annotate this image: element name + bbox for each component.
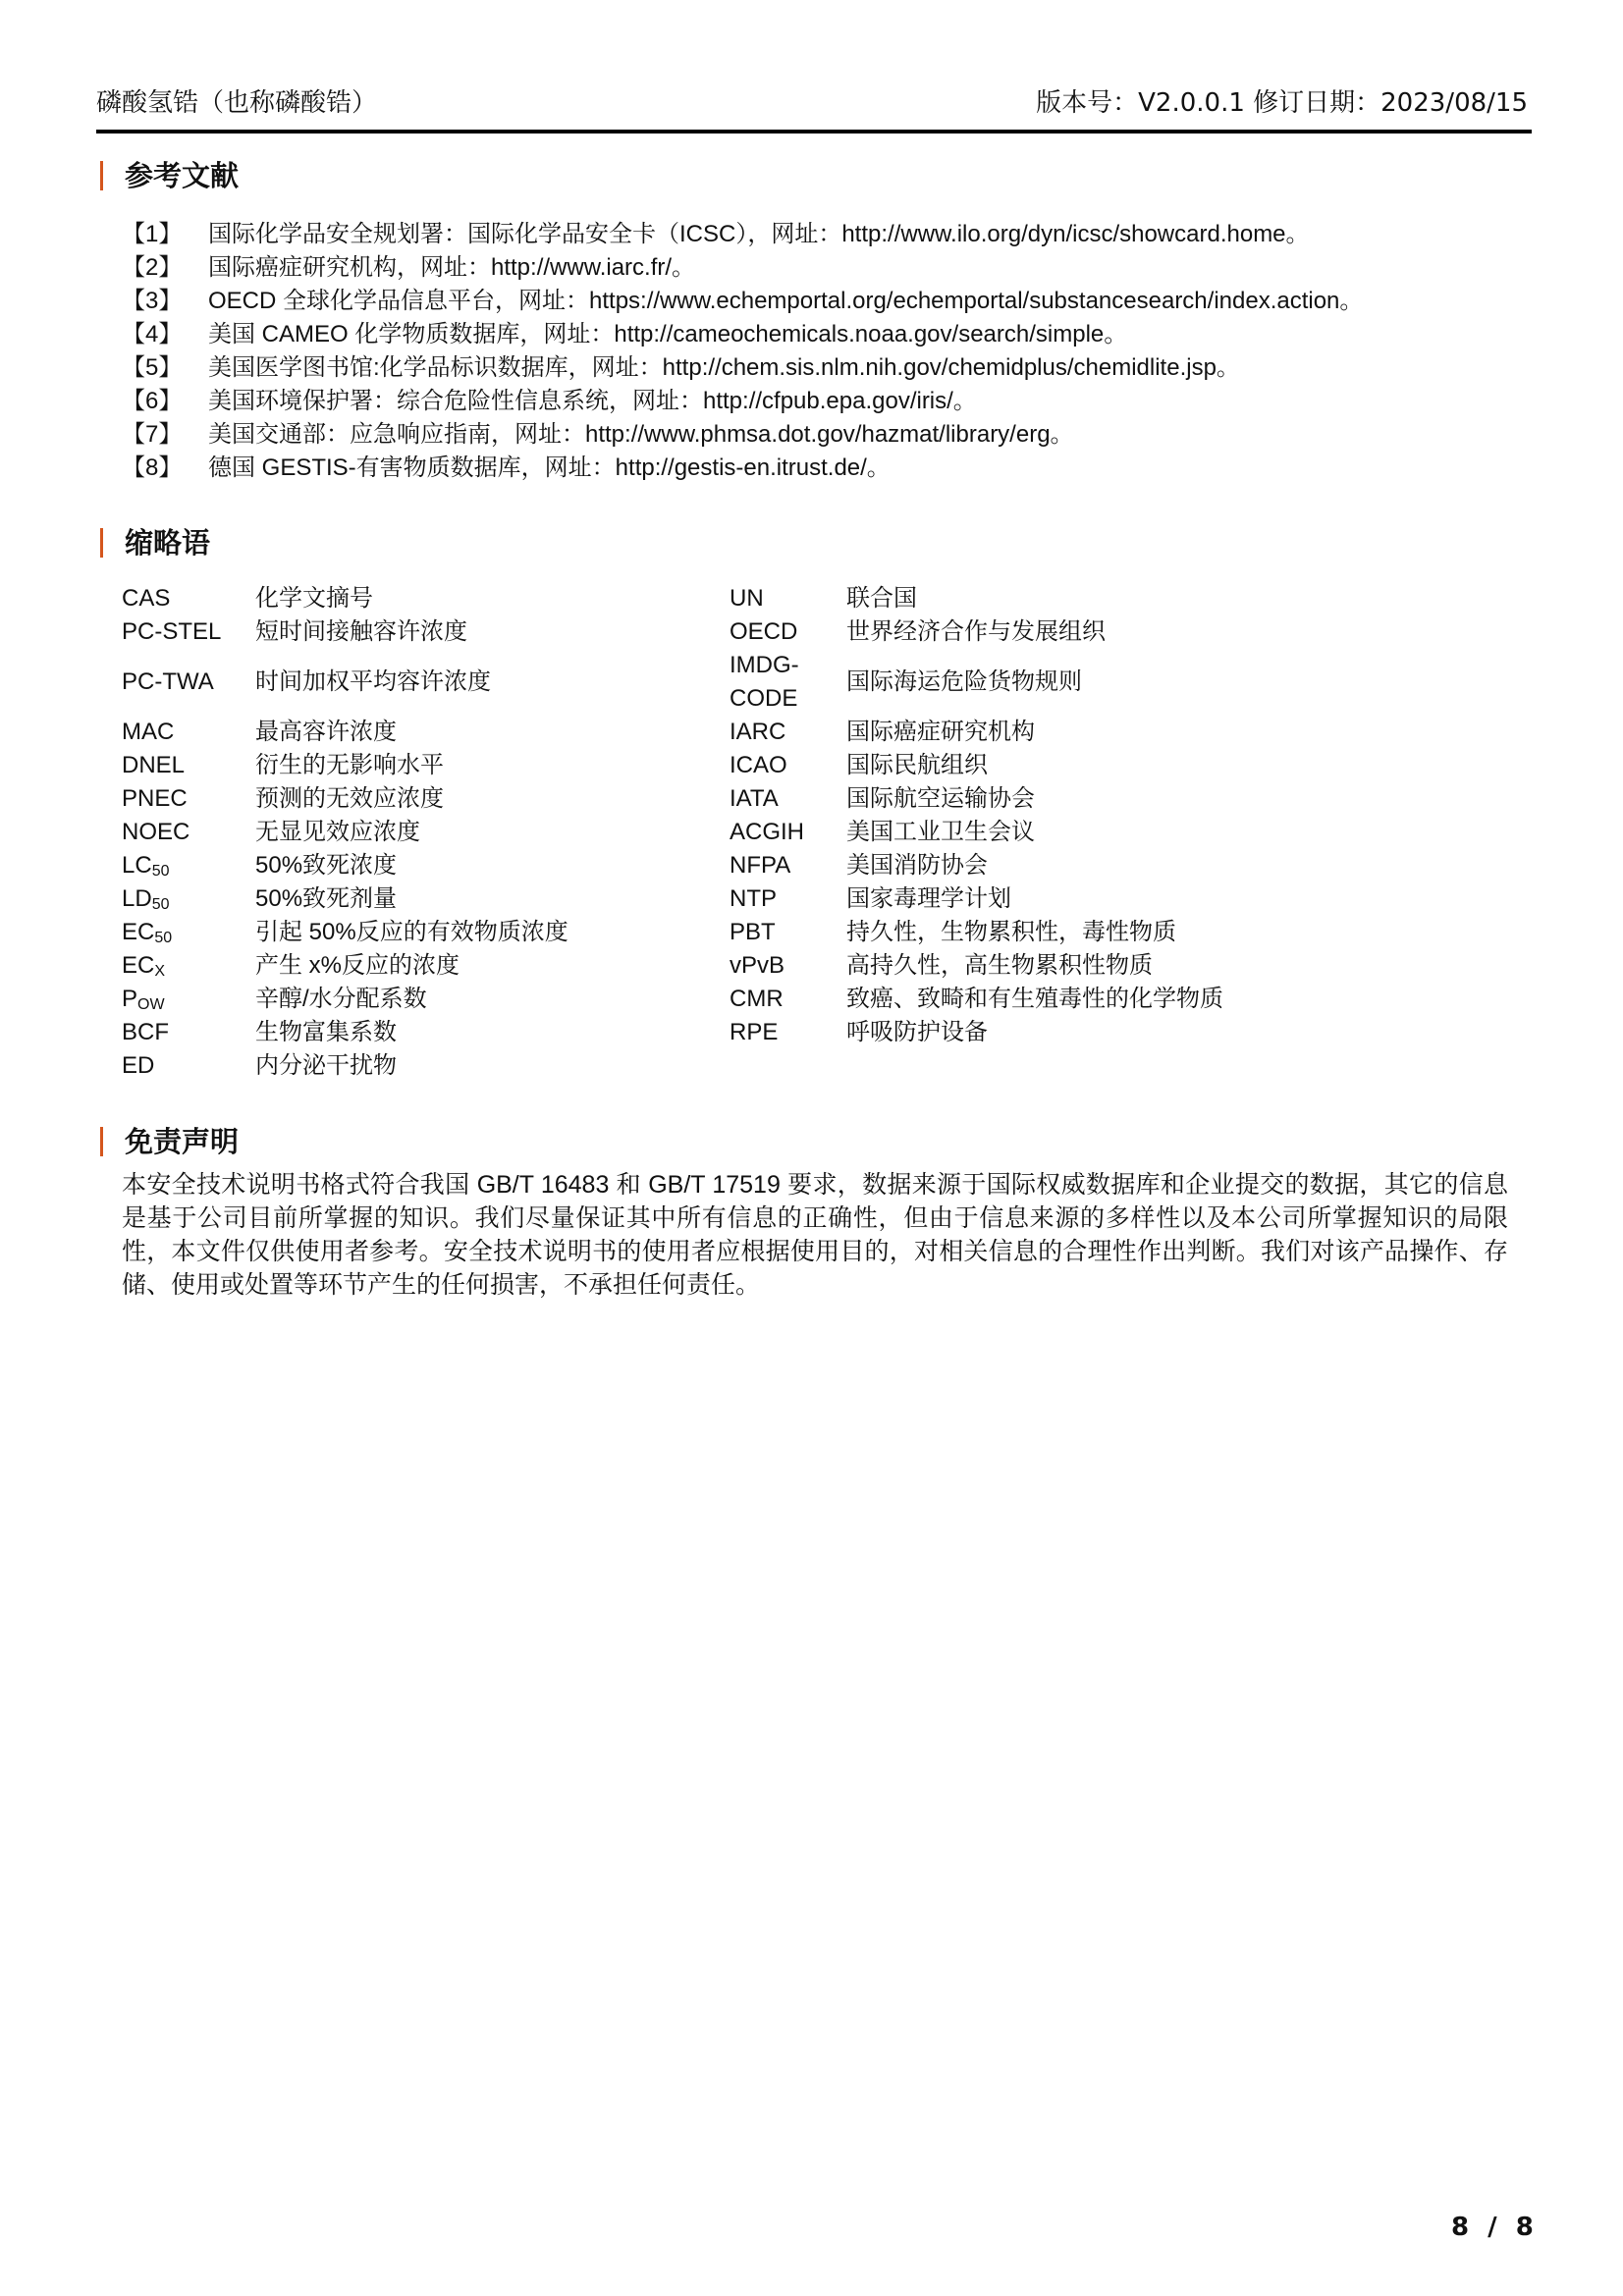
reference-number: 【7】 xyxy=(122,421,183,448)
abbreviation-value: 短时间接触容许浓度 xyxy=(255,618,467,645)
abbreviation-value: 国际海运危险货物规则 xyxy=(846,668,1082,695)
abbreviation-row xyxy=(122,983,568,1016)
abbreviation-row xyxy=(730,749,1223,782)
abbreviation-row xyxy=(122,716,568,749)
abbreviation-row xyxy=(730,849,1223,882)
abbreviation-key: PC-STEL xyxy=(122,618,222,645)
reference-text: 美国 CAMEO 化学物质数据库，网址：http://cameochemicals.noaa.gov/search/simple。 xyxy=(208,321,1128,347)
abbreviation-value: 国际民航组织 xyxy=(846,752,988,778)
document-title: 磷酸氢锆（也称磷酸锆） xyxy=(96,88,378,118)
reference-number: 【6】 xyxy=(122,388,183,414)
abbreviation-row xyxy=(122,582,568,615)
abbreviation-row xyxy=(122,749,568,782)
abbreviations-right-column xyxy=(730,582,1223,1049)
abbreviation-row xyxy=(730,949,1223,983)
abbreviation-value: 呼吸防护设备 xyxy=(846,1019,988,1045)
abbreviation-key: $LC_{50}$ xyxy=(122,852,170,880)
abbreviation-key: ICAO xyxy=(730,752,787,778)
reference-text: 德国 GESTIS-有害物质数据库，网址：http://gestis-en.itrust.de/。 xyxy=(208,454,891,481)
abbreviation-value: 世界经济合作与发展组织 xyxy=(846,618,1106,645)
abbreviation-row xyxy=(730,916,1223,949)
reference-item xyxy=(122,385,1363,418)
abbreviation-value: 高持久性，高生物累积性物质 xyxy=(846,952,1153,979)
abbreviation-key: IMDG-CODE xyxy=(730,652,799,712)
abbreviation-key: RPE xyxy=(730,1019,779,1045)
abbreviation-value: 美国消防协会 xyxy=(846,852,988,879)
abbreviation-key: OECD xyxy=(730,618,798,645)
page-number: 8 / 8 xyxy=(1451,2213,1534,2242)
abbreviation-key: CAS xyxy=(122,585,171,612)
abbreviation-key: $EC_X$ xyxy=(122,952,166,980)
abbreviation-key: NOEC xyxy=(122,819,190,845)
abbreviation-value: 致癌、致畸和有生殖毒性的化学物质 xyxy=(846,986,1223,1012)
abbreviations-left-column xyxy=(122,582,568,1083)
abbreviation-key: CMR xyxy=(730,986,784,1012)
reference-item xyxy=(122,285,1363,318)
reference-text: 国际化学品安全规划署：国际化学品安全卡（ICSC），网址：http://www.ilo.org/dyn/icsc/showcard.home。 xyxy=(208,221,1310,247)
abbreviation-key: DNEL xyxy=(122,752,186,778)
reference-text: 国际癌症研究机构，网址：http://www.iarc.fr/。 xyxy=(208,254,696,281)
disclaimer-heading: 免责声明 xyxy=(100,1127,239,1156)
reference-number: 【8】 xyxy=(122,454,183,481)
abbreviation-value: 最高容许浓度 xyxy=(255,719,397,745)
abbreviation-value: 持久性，生物累积性，毒性物质 xyxy=(846,919,1176,945)
abbreviation-value: 引起 50%反应的有效物质浓度 xyxy=(255,919,568,945)
reference-number: 【4】 xyxy=(122,321,183,347)
abbreviation-row xyxy=(122,882,568,916)
abbreviation-row xyxy=(730,882,1223,916)
abbreviation-row xyxy=(122,782,568,816)
abbreviation-value: 化学文摘号 xyxy=(255,585,373,612)
reference-number: 【5】 xyxy=(122,354,183,381)
abbreviation-row xyxy=(122,949,568,983)
abbreviation-key: IARC xyxy=(730,719,786,745)
disclaimer-text: 本安全技术说明书格式符合我国 GB/T 16483 和 GB/T 17519 要求，数据来源于国际权威数据库和企业提交的数据，其它的信息是基于公司目前所掌握的知识。我们尽量保证其中所有信息的正确性，但由于信息来源的多样性以及本公司所掌握知识的局限性，本文件仅供使用者参考。安全技术说明书的使用者应根据使用目的，对相关信息的合理性作出判断。我们对该产品操作、存储、使用或处置等环节产生的任何损害，不承担任何责任。 xyxy=(122,1171,1508,1299)
abbreviation-key: ACGIH xyxy=(730,819,805,845)
abbreviations-heading: 缩略语 xyxy=(100,528,210,558)
abbreviation-row xyxy=(122,849,568,882)
abbreviation-value: 国际癌症研究机构 xyxy=(846,719,1035,745)
reference-number: 【3】 xyxy=(122,288,183,314)
references-list xyxy=(122,218,1363,485)
reference-text: 美国交通部：应急响应指南，网址：http://www.phmsa.dot.gov/hazmat/library/erg。 xyxy=(208,421,1074,448)
abbreviation-value: 联合国 xyxy=(846,585,917,612)
abbreviation-row xyxy=(122,1049,568,1083)
reference-item xyxy=(122,351,1363,385)
abbreviation-value: 预测的无效应浓度 xyxy=(255,785,444,812)
abbreviation-key: BCF xyxy=(122,1019,169,1045)
reference-number: 【2】 xyxy=(122,254,183,281)
reference-text: OECD 全球化学品信息平台，网址：https://www.echemportal.org/echemportal/substancesearch/index.action。 xyxy=(208,288,1364,314)
abbreviation-value: 无显见效应浓度 xyxy=(255,819,420,845)
abbreviation-row xyxy=(730,582,1223,615)
abbreviation-value: 产生 x%反应的浓度 xyxy=(255,952,460,979)
abbreviation-row xyxy=(730,983,1223,1016)
abbreviation-key: vPvB xyxy=(730,952,785,979)
abbreviation-key: $LD_{50}$ xyxy=(122,885,170,913)
abbreviation-key: PNEC xyxy=(122,785,188,812)
abbreviation-row xyxy=(730,816,1223,849)
abbreviation-key: MAC xyxy=(122,719,175,745)
reference-text: 美国医学图书馆:化学品标识数据库，网址：http://chem.sis.nlm.nih.gov/chemidplus/chemidlite.jsp。 xyxy=(208,354,1240,381)
abbreviation-row xyxy=(730,782,1223,816)
version-info: 版本号：V2.0.0.1 修订日期：2023/08/15 xyxy=(1036,88,1528,118)
abbreviation-row xyxy=(122,649,568,716)
reference-item xyxy=(122,418,1363,452)
abbreviation-value: 辛醇/水分配系数 xyxy=(255,986,427,1012)
reference-item xyxy=(122,318,1363,351)
abbreviation-value: 衍生的无影响水平 xyxy=(255,752,444,778)
reference-item xyxy=(122,251,1363,285)
abbreviation-row xyxy=(730,716,1223,749)
abbreviation-row xyxy=(730,615,1223,649)
abbreviation-value: 50%致死剂量 xyxy=(255,885,398,912)
abbreviation-key: UN xyxy=(730,585,764,612)
abbreviation-row xyxy=(122,816,568,849)
abbreviation-value: 国际航空运输协会 xyxy=(846,785,1035,812)
abbreviation-key: ED xyxy=(122,1052,155,1079)
abbreviation-row xyxy=(122,1016,568,1049)
page-header xyxy=(96,79,1532,133)
references-heading: 参考文献 xyxy=(100,161,239,190)
abbreviation-value: 美国工业卫生会议 xyxy=(846,819,1035,845)
abbreviation-key: NFPA xyxy=(730,852,791,879)
abbreviation-row xyxy=(122,615,568,649)
abbreviation-key: $EC_{50}$ xyxy=(122,919,173,946)
abbreviation-row xyxy=(730,1016,1223,1049)
abbreviation-value: 国家毒理学计划 xyxy=(846,885,1011,912)
abbreviation-key: PBT xyxy=(730,919,776,945)
abbreviation-value: 生物富集系数 xyxy=(255,1019,397,1045)
abbreviation-value: 50%致死浓度 xyxy=(255,852,398,879)
abbreviation-value: 内分泌干扰物 xyxy=(255,1052,397,1079)
abbreviation-row xyxy=(730,649,1223,716)
abbreviation-row xyxy=(122,916,568,949)
reference-text: 美国环境保护署：综合危险性信息系统，网址：http://cfpub.epa.gov/iris/。 xyxy=(208,388,977,414)
reference-item xyxy=(122,218,1363,251)
reference-number: 【1】 xyxy=(122,221,183,247)
abbreviation-value: 时间加权平均容许浓度 xyxy=(255,668,491,695)
abbreviation-key: $P_{OW}$ xyxy=(122,986,165,1013)
abbreviation-key: PC-TWA xyxy=(122,668,214,695)
abbreviation-key: IATA xyxy=(730,785,779,812)
abbreviation-key: NTP xyxy=(730,885,777,912)
reference-item xyxy=(122,452,1363,485)
